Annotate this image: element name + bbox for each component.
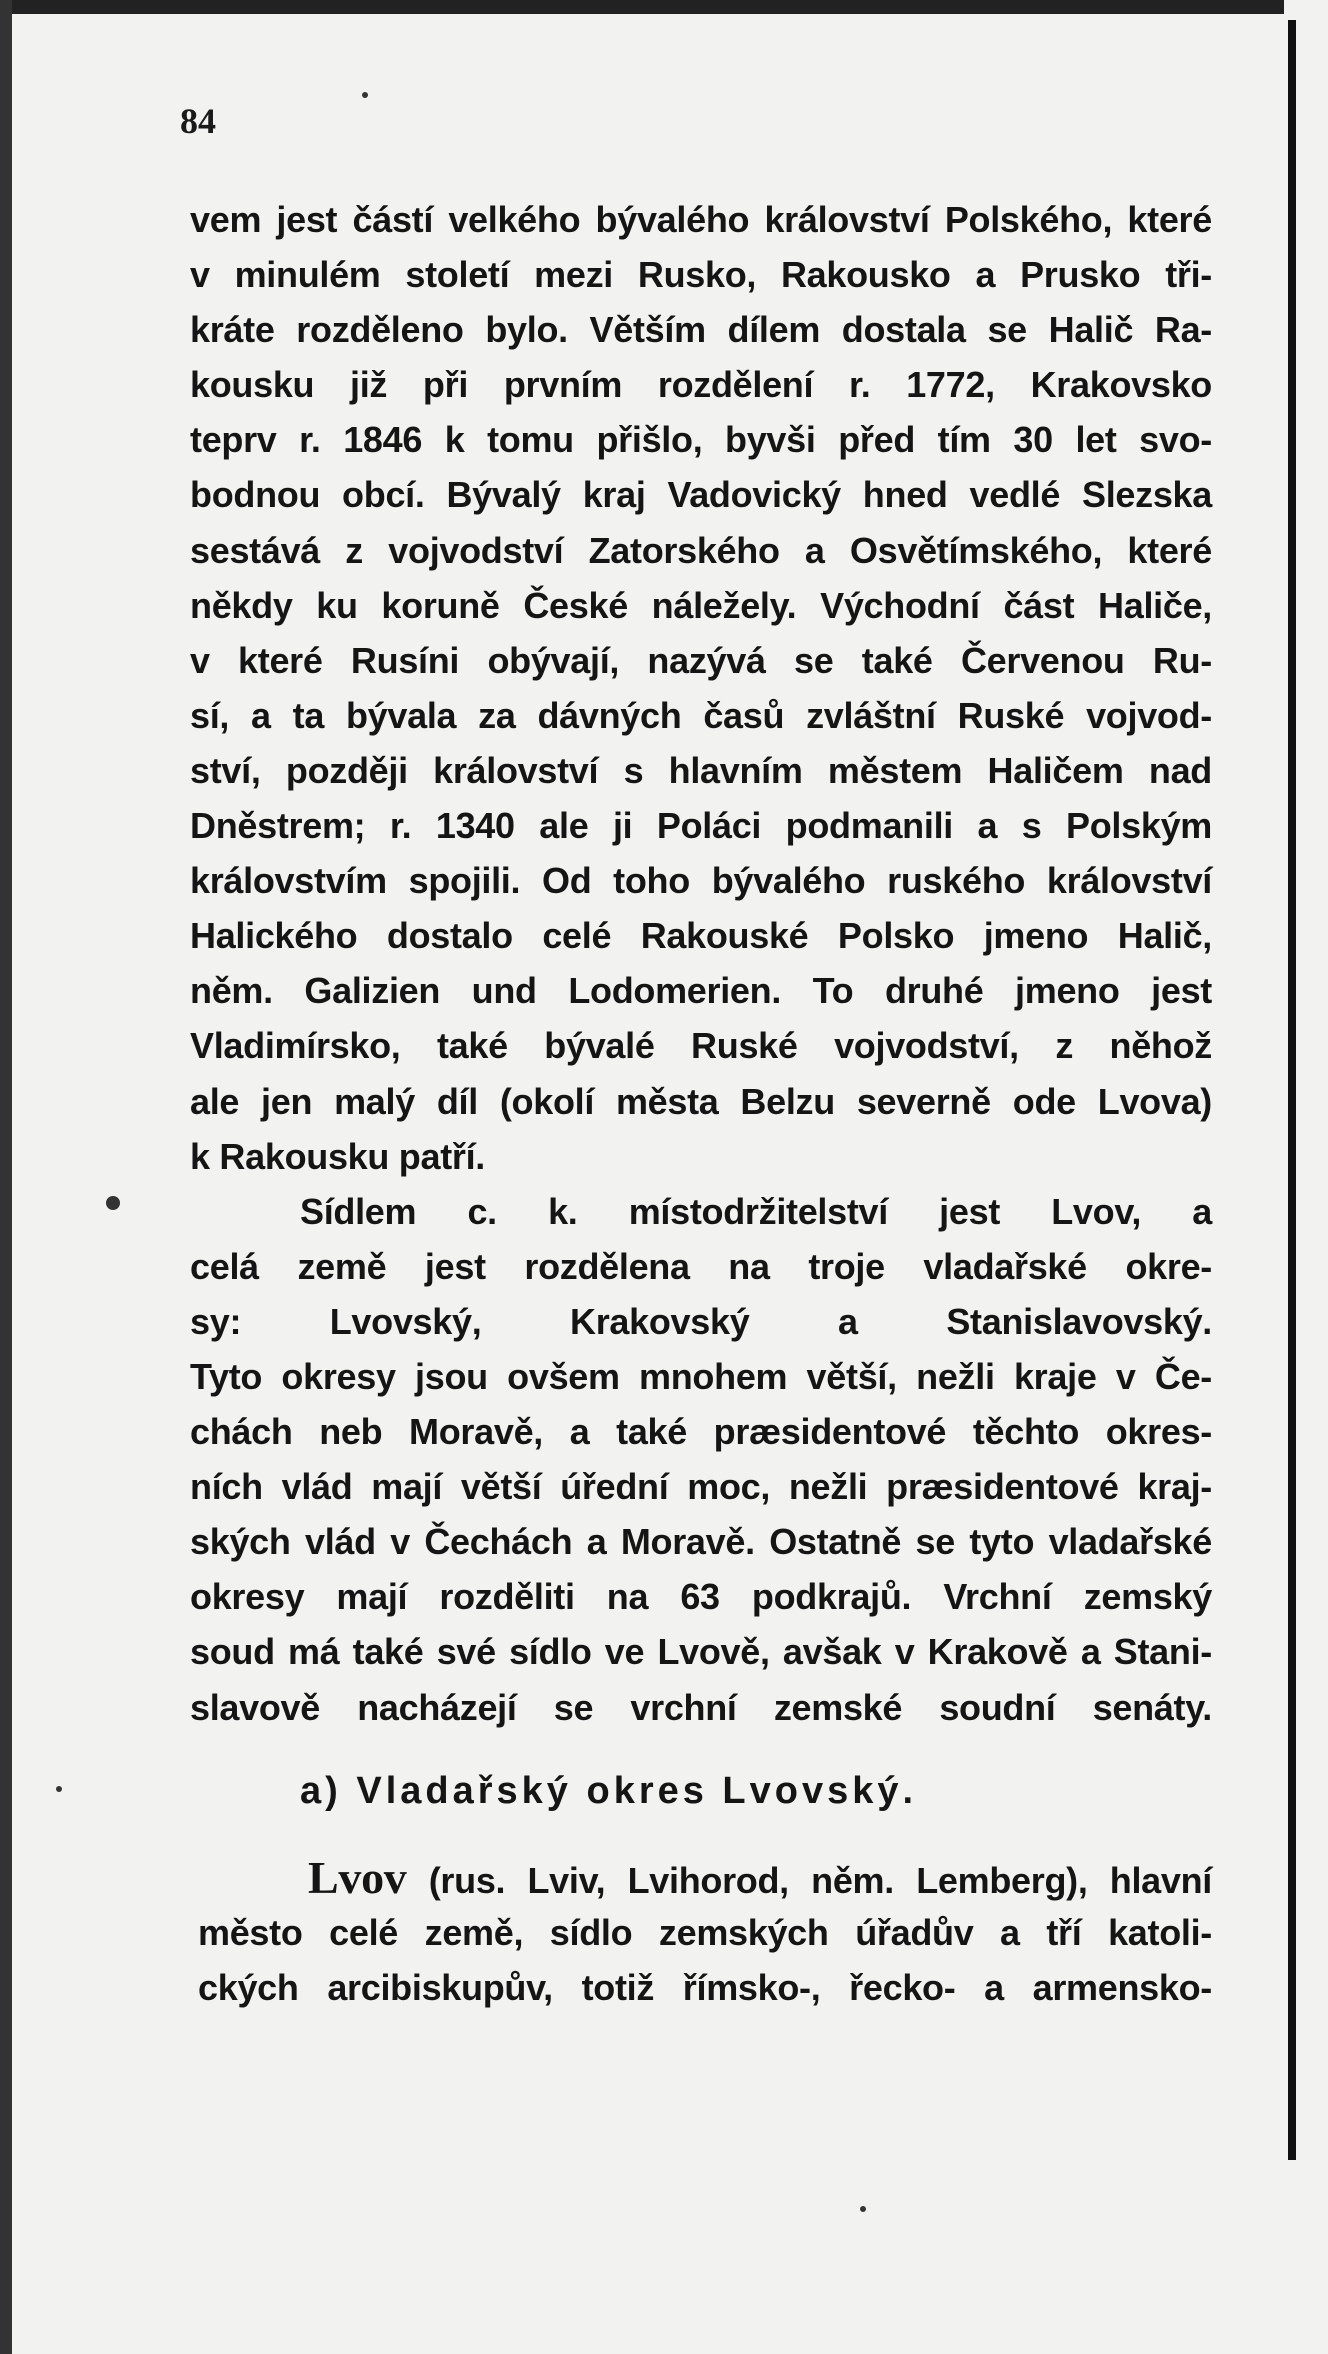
text-line: sí, a ta bývala za dávných časů zvláštní Ruské vojvod- — [190, 694, 1212, 736]
text-line: kráte rozděleno bylo. Větším dílem dostala se Halič Ra- — [190, 309, 1212, 351]
text-line: ale jen malý díl (okolí města Belzu severně ode Lvova) — [190, 1080, 1212, 1122]
text-line: Sídlem c. k. místodržitelství jest Lvov, a — [300, 1190, 1212, 1232]
text-line: něm. Galizien und Lodomerien. To druhé jmeno jest — [190, 970, 1212, 1012]
text-line: Tyto okresy jsou ovšem mnohem větší, nežli kraje v Če- — [190, 1355, 1212, 1397]
text-line: Dněstrem; r. 1340 ale ji Poláci podmanili a s Polským — [190, 805, 1212, 847]
print-speck — [56, 1786, 62, 1792]
section-heading: a) Vladařský okres Lvovský. — [300, 1770, 918, 1812]
text-line-rest: (rus. Lviv, Lvihorod, něm. Lemberg), hlavní — [406, 1860, 1212, 1901]
text-line: ckých arcibiskupův, totiž římsko-, řecko- a armensko- — [198, 1967, 1212, 2009]
text-line: ských vlád v Čechách a Moravě. Ostatně se tyto vladařské — [190, 1521, 1212, 1563]
print-speck — [106, 1196, 120, 1210]
scan-edge-top — [0, 0, 1328, 14]
text-line: teprv r. 1846 k tomu přišlo, byvši před tím 30 let svo- — [190, 419, 1212, 461]
text-line: okresy mají rozděliti na 63 podkrajů. Vrchní zemský — [190, 1576, 1212, 1618]
scan-edge-right — [1288, 20, 1296, 2160]
text-line: sy: Lvovský, Krakovský a Stanislavovský. — [190, 1300, 1212, 1342]
body-text — [190, 192, 1212, 1735]
section-lead-word: Lvov — [308, 1852, 407, 1903]
text-line: Halického dostalo celé Rakouské Polsko jmeno Halič, — [190, 915, 1212, 957]
text-line: město celé země, sídlo zemských úřadův a tří katoli- — [198, 1912, 1212, 1954]
text-line: vem jest částí velkého bývalého království Polského, které — [190, 199, 1212, 240]
text-line — [198, 1850, 1212, 1905]
scan-edge-left — [0, 0, 12, 2354]
text-line: k Rakousku patří. — [190, 1135, 485, 1177]
text-line: Vladimírsko, také bývalé Ruské vojvodství, z něhož — [190, 1025, 1212, 1067]
page-number: 84 — [180, 101, 216, 141]
text-line: bodnou obcí. Bývalý kraj Vadovický hned vedlé Slezska — [190, 474, 1212, 516]
text-line: slavově nacházejí se vrchní zemské soudní senáty. — [190, 1686, 1212, 1728]
text-line: sestává z vojvodství Zatorského a Osvětímského, které — [190, 529, 1212, 571]
text-line: ství, později království s hlavním městem Haličem nad — [190, 749, 1212, 791]
text-line: soud má také své sídlo ve Lvově, avšak v Krakově a Stani- — [190, 1631, 1212, 1673]
text-line: ních vlád mají větší úřední moc, nežli præsidentové kraj- — [190, 1466, 1212, 1508]
text-line: někdy ku koruně České náležely. Východní část Haliče, — [190, 584, 1212, 626]
text-line: v minulém století mezi Rusko, Rakousko a Prusko tři- — [190, 254, 1212, 296]
text-line: chách neb Moravě, a také præsidentové těchto okres- — [190, 1411, 1212, 1453]
text-line: kousku již při prvním rozdělení r. 1772, Krakovsko — [190, 364, 1212, 406]
section-text — [198, 1850, 1212, 2015]
text-line: celá země jest rozdělena na troje vladařské okre- — [190, 1245, 1212, 1287]
text-line: královstvím spojili. Od toho bývalého ruského království — [190, 860, 1212, 902]
print-speck — [860, 2206, 866, 2212]
text-line: v které Rusíni obývají, nazývá se také Červenou Ru- — [190, 639, 1212, 681]
print-speck — [362, 92, 368, 98]
